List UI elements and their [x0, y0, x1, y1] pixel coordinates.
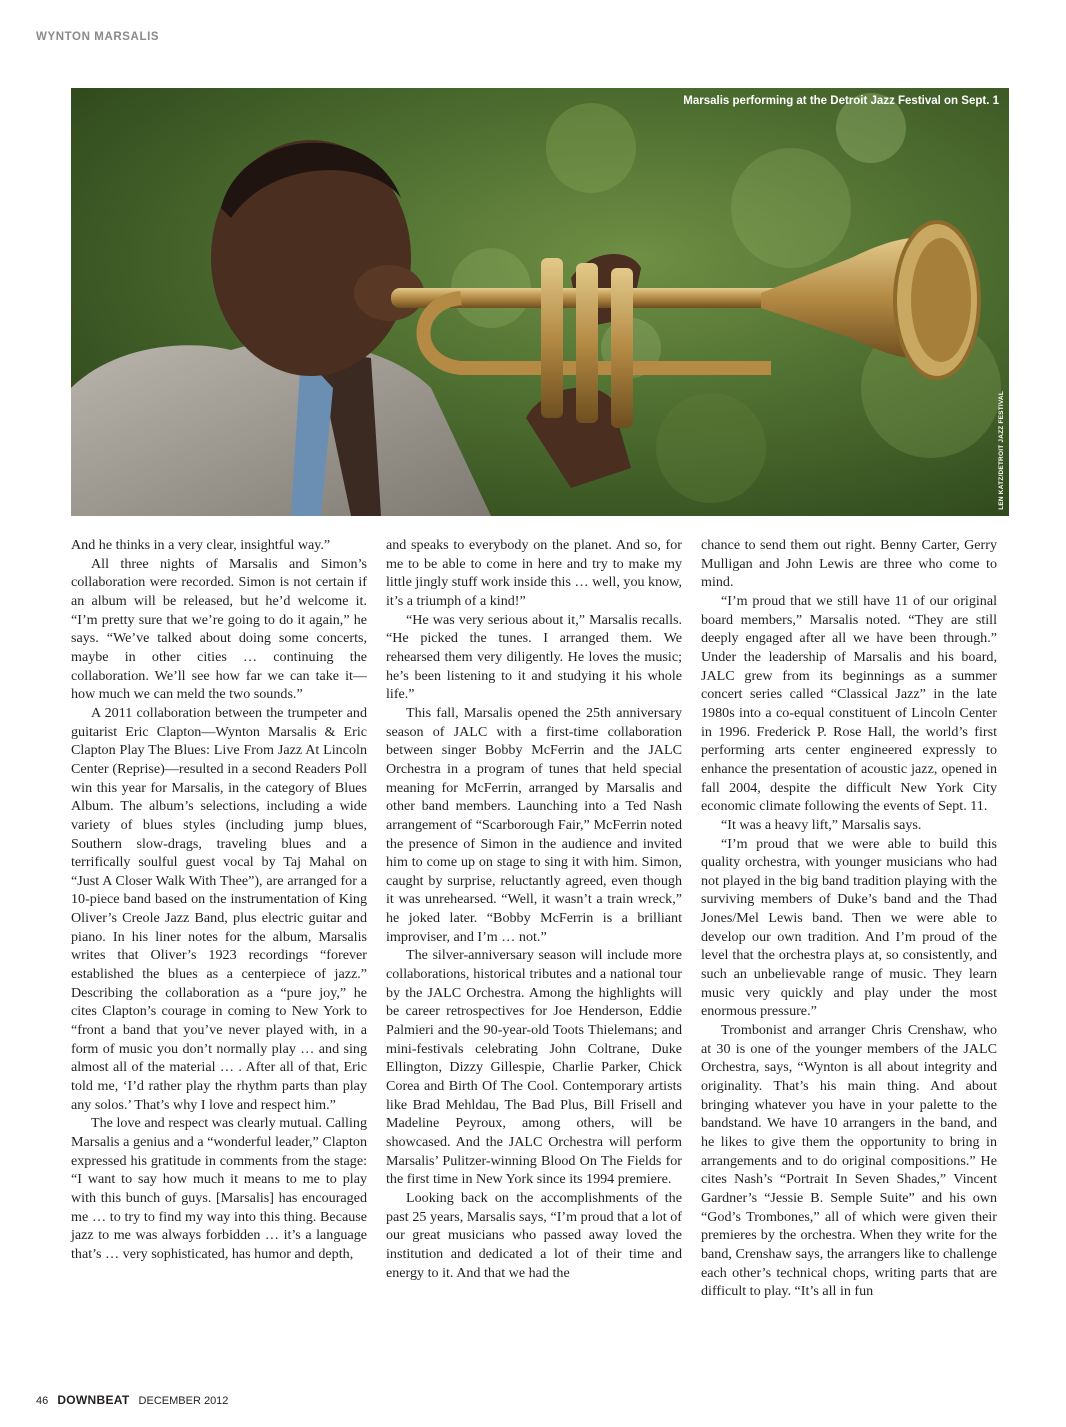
column-3 — [701, 536, 997, 1301]
paragraph: chance to send them out right. Benny Carter, Gerry Mulligan and John Lewis are three who come to mind. — [701, 537, 997, 591]
paragraph: All three nights of Marsalis and Simon’s collaboration were recorded. Simon is not certain if an album will be released, but he’d welcome it. “I’m pretty sure that we’re going to do it again,” he says. “We’ve talked about doing some concerts, maybe in other cities … continuing the collaboration. We’ll see how far we can take it—how much we can meld the two sounds.” — [71, 555, 367, 703]
feature-photo — [71, 88, 1009, 516]
paragraph: “It was a heavy lift,” Marsalis says. — [721, 816, 922, 833]
paragraph: Trombonist and arranger Chris Crenshaw, who at 30 is one of the younger members of the JALC Orchestra, says, “Wynton is all about integrity and originality. That’s his main thing. And about bringing whatever you have in your palette to the bandstand. We have 10 arrangers in the band, and he likes to give them the opportunity to bring in arrangements and to do original compositions.” He cites Nash’s “Portrait In Seven Shades,” Vincent Gardner’s “Jessie B. Semple Suite” and his own “God’s Trombones,” all of which were given their premieres by the orchestra. When they write for the band, Crenshaw says, the arrangers like to challenge each other’s technical chops, writing parts that are difficult to play. “It’s all in fun — [701, 1022, 997, 1300]
paragraph: “He was very serious about it,” Marsalis recalls. “He picked the tunes. I arranged them. We rehearsed them very diligently. He loves the music; he’s been listening to it and studying it his whole life.” — [386, 611, 682, 703]
issue-date: DECEMBER 2012 — [138, 1395, 229, 1407]
column-1 — [71, 536, 367, 1264]
paragraph: “I’m proud that we still have 11 of our original board members,” Marsalis noted. “They are still deeply engaged after all we have been through.” Under the leadership of Marsalis and his board, JALC grew from its beginnings as a summer concert series called “Classical Jazz” in the late 1980s into a co-equal constituent of Lincoln Center in 1996. Frederick P. Rose Hall, the world’s first performing arts center engineered expressly to enhance the presentation of acoustic jazz, opened in fall 2004, despite the difficult New York City economic climate following the events of Sept. 11. — [701, 592, 997, 815]
magazine-name: DOWNBEAT — [57, 1393, 130, 1407]
paragraph: “I’m proud that we were able to build this quality orchestra, with younger musicians who had not played in the big band tradition playing with the surviving members of Duke’s band and the Thad Jones/Mel Lewis band. Then we were able to develop our own tradition. And I’m proud of the level that the orchestra plays at, so consistently, and such an unbelievable range of music. They learn music very quickly and play under the most enormous pressure.” — [701, 835, 997, 1020]
paragraph: and speaks to everybody on the planet. And so, for me to be able to come in here and try to make my little jingly stuff work inside this … well, you know, it’s a triumph of a kind!” — [386, 537, 682, 609]
photo-credit: LEN KATZ/DETROIT JAZZ FESTIVAL — [998, 391, 1005, 510]
paragraph: This fall, Marsalis opened the 25th anniversary season of JALC with a first-time collaboration between singer Bobby McFerrin and the JALC Orchestra in a program of tunes that held special meaning for McFerrin, arranged by Marsalis and other band members. Launching into a Ted Nash arrangement of “Scarborough Fair,” McFerrin noted the presence of Simon in the audience and invited him to come up on stage to sing it with him. Simon, caught by surprise, reluctantly agreed, even though it was unrehearsed. “Well, it wasn’t a train wreck,” he joked later. “Bobby McFerrin is a brilliant improviser, and I’m … not.” — [386, 704, 682, 945]
paragraph: And he thinks in a very clear, insightful way.” — [71, 537, 331, 553]
performer-photo-illustration — [71, 88, 1009, 516]
photo-caption: Marsalis performing at the Detroit Jazz Festival on Sept. 1 — [683, 95, 999, 107]
paragraph: The silver-anniversary season will include more collaborations, historical tributes and a national tour by the JALC Orchestra. Among the highlights will be career retrospectives for Joe Henderson, Eddie Palmieri and the 90-year-old Toots Thielemans; and mini-festivals celebrating John Coltrane, Duke Ellington, Dizzy Gillespie, Charlie Parker, Chick Corea and Birth Of The Cool. Contemporary artists like Brad Mehldau, The Bad Plus, Bill Frisell and Madeline Peyroux, among others, will be showcased. And the JALC Orchestra will perform Marsalis’ Pulitzer-winning Blood On The Fields for the first time in New York since its 1994 premiere. — [386, 947, 682, 1188]
column-2 — [386, 536, 682, 1282]
paragraph: The love and respect was clearly mutual. Calling Marsalis a genius and a “wonderful leader,” Clapton expressed his gratitude in comments from the stage: “I want to say how much it means to me to play with this bunch of guys. [Marsalis] has encouraged me … to try to find my way into this thing. Because jazz to me was always forbidden … it’s a language that’s … very sophisticated, has humor and depth, — [71, 1115, 367, 1262]
section-tag: WYNTON MARSALIS — [36, 31, 160, 43]
paragraph: A 2011 collaboration between the trumpeter and guitarist Eric Clapton—Wynton Marsalis & Eric Clapton Play The Blues: Live From Jazz At Lincoln Center (Reprise)—resulted in a second Readers Poll win this year for Marsalis, in the category of Blues Album. The album’s selections, including a wide variety of blues styles (including jump blues, Southern slow-drags, traveling blues and a terrifically soulful guest vocal by Taj Mahal on “Just A Closer Walk With Thee”), are arranged for a 10-piece band based on the instrumentation of King Oliver’s Creole Jazz Band, plus electric guitar and piano. In his liner notes for the album, Marsalis writes that Oliver’s 1923 recordings “forever established the blues as a centerpiece of jazz.” Describing the collaboration as a “pure joy,” he cites Clapton’s courage in coming to New York to “front a band that you’ve never played with, in a form of music you don’t normally play … and sing almost all of the material … . After all of that, Eric told me, ‘I’d rather play the rhythm parts than play any solos.’ That’s why I love and respect him.” — [71, 704, 367, 1113]
page-footer — [36, 1393, 228, 1407]
paragraph: Looking back on the accomplishments of the past 25 years, Marsalis says, “I’m proud that a lot of our great musicians who passed away loved the institution and dedicated a lot of their time and energy to it. And that we had the — [386, 1189, 682, 1281]
page-number: 46 — [36, 1395, 49, 1407]
